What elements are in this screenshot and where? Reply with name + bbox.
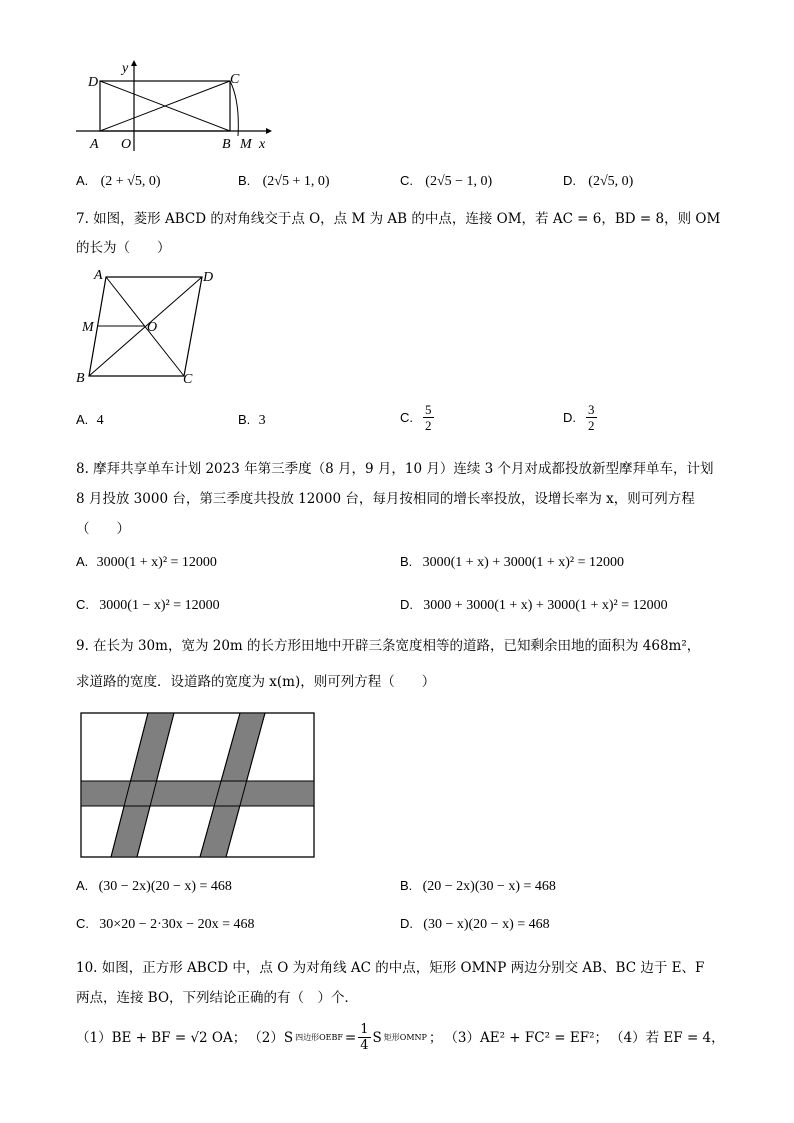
statement-2-sub2: 矩形OMNP [383,1032,427,1042]
option-value: (30 − 2x)(20 − x) = 468 [98,879,232,894]
q8-stem-line2: 8 月投放 3000 台，第三季度共投放 12000 台，每月按相同的增长率投放，设增长率为 x，则可列方程 [76,491,695,507]
numerator: 1 [360,1022,369,1037]
q8-option-a [76,554,217,571]
option-letter: D. [400,916,413,931]
statement-2-eq: = [344,1029,357,1046]
denominator: 2 [425,418,432,433]
q6-option-a [76,173,161,190]
fraction [586,402,597,433]
q6-coordinate-figure [70,56,280,156]
numerator: 5 [425,402,432,417]
label-d: D [88,75,99,90]
option-letter: C. [76,597,89,612]
q7-option-c [400,402,434,433]
option-letter: C. [400,410,413,425]
label-m: M [240,137,252,152]
q9-option-d [400,916,550,933]
denominator: 4 [360,1038,369,1053]
q7-option-b [238,412,266,429]
option-letter: C. [400,173,413,188]
label-y: y [122,61,129,76]
q7-option-a [76,412,104,429]
option-value: (30 − x)(20 − x) = 468 [423,917,550,932]
q7-stem-line1: 7. 如图，菱形 ABCD 的对角线交于点 O，点 M 为 AB 的中点，连接 OM，若 AC = 6，BD = 8，则 OM [76,211,721,227]
q9-option-c [76,916,255,933]
option-value: 4 [96,413,104,428]
x-axis-arrow [266,128,272,134]
option-value: (2√5, 0) [588,174,634,189]
label-c: C [230,72,240,87]
option-value: 30×20 − 2·30x − 20x = 468 [99,917,255,932]
label-x: x [259,137,266,152]
q7-option-d [563,402,597,433]
label-a: A [90,137,99,152]
q9-option-b [400,878,556,895]
q8-stem-line1: 8. 摩拜共享单车计划 2023 年第三季度（8 月，9 月，10 月）连续 3 个月对成都投放新型摩拜单车，计划 [76,461,714,477]
q10-stem-line1: 10. 如图，正方形 ABCD 中，点 O 为对角线 AC 的中点，矩形 OMNP 两边分别交 AB、BC 边于 E、F [76,960,705,976]
statement-4: （4）若 EF = 4， [610,1029,725,1046]
q10-stem-line2: 两点，连接 BO，下列结论正确的有（ ）个． [76,990,359,1006]
option-value: (20 − 2x)(30 − x) = 468 [422,879,556,894]
statement-2-prefix: （2）S [248,1029,294,1046]
option-letter: B. [238,412,251,427]
option-letter: D. [563,173,576,188]
q8-option-d [400,597,668,614]
option-value: 3000(1 + x)² = 12000 [96,555,217,570]
statement-2-sub1: 四边形OEBF [295,1032,343,1042]
q9-option-a [76,878,232,895]
label-o: O [121,137,132,152]
option-letter: A. [76,412,89,427]
option-letter: D. [400,597,413,612]
statement-1: （1）BE + BF = √2 OA； [76,1029,247,1046]
statement-2-fraction [358,1022,370,1053]
option-value: 3000(1 − x)² = 12000 [99,598,220,613]
option-letter: B. [400,878,413,893]
label-c: C [183,372,193,387]
statement-2-end: ； [428,1029,443,1046]
option-value: 3000 + 3000(1 + x) + 3000(1 + x)² = 12000 [423,598,668,613]
label-b: B [76,371,85,386]
q8-stem-line3: （ ） [76,521,130,537]
option-letter: A. [76,878,89,893]
option-value: (2√5 − 1, 0) [425,174,493,189]
q7-rhombus-figure [72,264,222,389]
arc-cm [230,81,238,136]
option-value: 3000(1 + x) + 3000(1 + x)² = 12000 [422,555,625,570]
label-d: D [203,270,214,285]
q6-option-d [563,173,633,190]
q6-option-c [400,173,492,190]
q9-stem-line1: 9. 在长为 30m，宽为 20m 的长方形田地中开辟三条宽度相等的道路，已知剩余田地的面积为 468m²， [76,638,701,654]
option-letter: C. [76,916,89,931]
option-letter: B. [238,173,251,188]
label-m: M [82,320,94,335]
q9-stem-line2: 求道路的宽度．设道路的宽度为 x(m)，则可列方程（ ） [76,674,436,690]
label-o: O [147,320,158,335]
option-letter: A. [76,554,89,569]
option-value: (2 + √5, 0) [100,174,161,189]
option-letter: B. [400,554,413,569]
statement-2-s: S [372,1029,382,1046]
option-letter: A. [76,173,89,188]
q7-stem-line2: 的长为（ ） [76,240,171,256]
label-b: B [222,137,231,152]
q9-field-figure [80,712,316,859]
q8-option-b [400,554,624,571]
statement-3: （3）AE² + FC² = EF²； [444,1029,609,1046]
denominator: 2 [588,418,595,433]
option-value: (2√5 + 1, 0) [262,174,330,189]
y-axis-arrow [131,60,137,66]
q10-statements [76,1022,725,1053]
q8-option-c [76,597,220,614]
option-value: 3 [258,413,266,428]
option-letter: D. [563,410,576,425]
horizontal-road [81,781,314,806]
numerator: 3 [588,402,595,417]
label-a: A [94,268,103,283]
q6-option-b [238,173,330,190]
fraction [423,402,434,433]
